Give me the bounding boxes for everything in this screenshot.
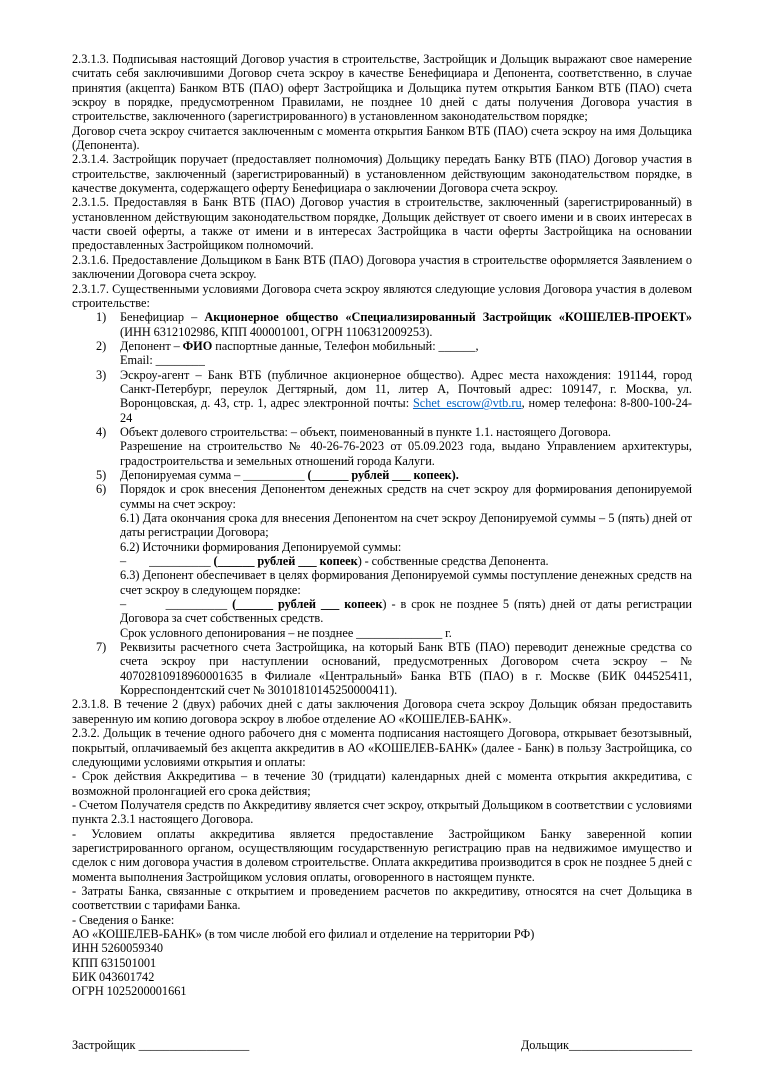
text-run: ) - собственные средства Депонента. xyxy=(357,554,549,569)
text-run: Договор счета эскроу считается заключенным с момента открытия Банком ВТБ (ПАО) счета эскроу на имя Дольщика (Депонента). xyxy=(72,123,692,153)
bank-bik xyxy=(72,970,692,984)
text-run: Разрешение на строительство № 40-26-76-2023 от 05.09.2023 года, выдано Управлением архитектуры, градостроительства и земельных отношений города Калуги. xyxy=(120,439,692,468)
bullet-recipient-account xyxy=(72,798,692,827)
bank-name xyxy=(72,927,692,941)
text-run: ) - в срок не позднее 5 (пять) дней от даты регистрации Договора за счет собственных средств. xyxy=(120,597,692,626)
text-run: 6.1) Дата окончания срока для внесения Депонентом на счет эскроу Депонируемой суммы – 5 (пять) дней от даты регистрации Договора; xyxy=(120,511,692,540)
clause-2-3-1-6 xyxy=(72,253,692,282)
clause-2-3-1-4 xyxy=(72,152,692,195)
text-run: Эскроу-агент – Банк ВТБ (публичное акционерное общество). Адрес места нахождения: 191144, город Санкт-Петербург, переулок Дегтярный, дом 11, литер А, Почтовый адрес: 109147, г. Москва, ул. Воронцовская, д. 43, стр. 1, адрес электронной почты: xyxy=(120,367,692,411)
text-run: Депонент – xyxy=(120,338,183,353)
text-run: 2.3.1.8. В течение 2 (двух) рабочих дней с даты заключения Договора счета эскроу Дольщик обязан предоставить заверенную им копию договора эскроу в любое отделение АО «КОШЕЛЕВ-БАНК». xyxy=(72,697,692,726)
text-run: – __________ xyxy=(120,597,233,612)
text-run: 6.3) Депонент обеспечивает в целях формирования Депонируемой суммы поступление денежных средств на счет эскроу в следующем порядке: xyxy=(120,568,692,597)
text-run: - Срок действия Аккредитива – в течение 30 (тридцати) календарных дней с момента открытия аккредитива, с возможной пролонгацией его срока действия; xyxy=(72,769,692,798)
bullet-letter-of-credit-term xyxy=(72,769,692,798)
document-body xyxy=(72,52,692,999)
construction-permit xyxy=(72,439,692,468)
text-run: АО «КОШЕЛЕВ-БАНК» (в том числе любой его филиал и отделение на территории РФ) xyxy=(72,926,535,941)
list-marker: 7) xyxy=(96,640,107,655)
bank-kpp xyxy=(72,956,692,970)
clause-2-3-1-5 xyxy=(72,195,692,252)
sub-6-2-amount-line xyxy=(72,554,692,568)
text-run: Объект долевого строительства: – объект, поименованный в пункте 1.1. настоящего Договора. xyxy=(120,424,612,439)
text-run: Порядок и срок внесения Депонентом денежных средств на счет эскроу для формирования депонируемой суммы на счет эскроу: xyxy=(120,482,692,511)
list-marker: 2) xyxy=(96,338,107,353)
list-marker: 4) xyxy=(96,424,107,439)
text-run: , номер телефона: 8-800-100-24-24 xyxy=(120,396,692,425)
signature-row xyxy=(72,1038,692,1052)
sub-6-3-amount-line xyxy=(72,597,692,626)
text-run: ОГРН 1025200001661 xyxy=(72,984,187,999)
text-run: Депонируемая сумма – __________ xyxy=(120,467,308,482)
list-item-5-deposit-amount xyxy=(72,468,692,482)
depositor-email-line xyxy=(72,353,692,367)
text-run: 6.2) Источники формирования Депонируемой суммы: xyxy=(120,539,402,554)
list-marker: 3) xyxy=(96,367,107,382)
text-run: (______ рублей ___ копеек). xyxy=(307,467,459,482)
text-run: 2.3.2. Дольщик в течение одного рабочего дня с момента подписания настоящего Договора, открывает безотзывный, покрытый, оплачиваемый без акцепта аккредитив в АО «КОШЕЛЕВ-БАНК» (далее - Банк) в пользу Застройщика, со следующими условиями открытия и оплаты: xyxy=(72,726,692,769)
text-run: Реквизиты расчетного счета Застройщика, на который Банк ВТБ (ПАО) переводит денежные средства со счета эскроу при наступлении оснований, предусмотренных Договором счета эскроу – № 40702810918960001635 в Филиале «Центральный» Банка ВТБ (ПАО) в г. Москве (БИК 044525411, Корреспондентский счет № 30101810145250000411). xyxy=(120,640,692,698)
text-run: Email: ________ xyxy=(120,353,205,368)
list-item-4-object xyxy=(72,425,692,439)
signature-developer: Застройщик __________________ xyxy=(72,1037,250,1052)
list-marker: 6) xyxy=(96,482,107,497)
clause-2-3-2 xyxy=(72,726,692,769)
list-item-3-escrow-agent xyxy=(72,368,692,425)
text-run: (______ рублей ___ копеек xyxy=(232,597,383,612)
email-link[interactable]: Schet_escrow@vtb.ru xyxy=(412,396,522,411)
text-run: ИНН 5260059340 xyxy=(72,941,163,956)
text-run: 2.3.1.5. Предоставляя в Банк ВТБ (ПАО) Договор участия в строительстве, заключенный (зарегистрированный) в установленном действующим законодательством порядке, Дольщик действует от своего имени и в своих интересах в части своей оферты, а также от имени и в интересах Застройщика в части оферты Застройщика на основании предоставленных Застройщиком полномочий. xyxy=(72,195,692,253)
bullet-bank-info xyxy=(72,913,692,927)
text-run: паспортные данные, Телефон мобильный: ______, xyxy=(212,338,479,353)
text-run: - Сведения о Банке: xyxy=(72,912,175,927)
list-item-1-beneficiary xyxy=(72,310,692,339)
list-item-2-depositor xyxy=(72,339,692,353)
bullet-payment-condition xyxy=(72,827,692,884)
text-run: (ИНН 6312102986, КПП 400001001, ОГРН 1106312009253). xyxy=(120,324,433,339)
text-run: 2.3.1.7. Существенными условиями Договора счета эскроу являются следующие условия Договора участия в долевом строительстве: xyxy=(72,281,692,310)
text-run: (______ рублей ___ копеек xyxy=(213,554,358,569)
clause-escrow-concluded xyxy=(72,124,692,153)
text-run: Бенефициар – xyxy=(120,310,205,325)
text-run: БИК 043601742 xyxy=(72,970,155,984)
text-run: ФИО xyxy=(182,338,213,353)
signature-participant: Дольщик____________________ xyxy=(520,1037,692,1052)
bullet-bank-costs xyxy=(72,884,692,913)
conditional-deposit-term xyxy=(72,626,692,640)
sub-6-2-sources xyxy=(72,540,692,554)
text-run: Срок условного депонирования – не позднее ______________ г. xyxy=(120,625,452,640)
list-item-6-deposit-order xyxy=(72,482,692,511)
text-run: - Счетом Получателя средств по Аккредитиву является счет эскроу, открытый Дольщиком в соответствии с условиями пункта 2.3.1 настоящего Договора. xyxy=(72,797,692,827)
text-run: - Условием оплаты аккредитива является предоставление Застройщиком Банку заверенной копии зарегистрированного органом, осуществляющим государственную регистрацию прав на недвижимое имущество и сделок с ним договора участия в долевом строительстве. Оплата аккредитива производится в срок не позднее 5 дней с момента выполнения Застройщиком условия оплаты, оговоренного в настоящем пункте. xyxy=(72,826,692,884)
list-marker: 1) xyxy=(96,310,107,325)
clause-2-3-1-3 xyxy=(72,52,692,124)
clause-2-3-1-8 xyxy=(72,697,692,726)
text-run: 2.3.1.4. Застройщик поручает (предоставляет полномочия) Дольщику передать Банку ВТБ (ПАО) Договор участия в строительстве, заключенный (зарегистрированный) в установленном действующим законодательством порядке, в качестве документа, содержащего оферту Бенефициара о заключении Договора счета эскроу. xyxy=(72,152,692,196)
text-run: Акционерное общество «Специализированный Застройщик «КОШЕЛЕВ-ПРОЕКТ» xyxy=(204,310,693,325)
bank-inn xyxy=(72,941,692,955)
list-item-7-requisites xyxy=(72,640,692,697)
text-run: КПП 631501001 xyxy=(72,955,157,970)
text-run: – __________ xyxy=(120,554,214,569)
text-run: 2.3.1.6. Предоставление Дольщиком в Банк ВТБ (ПАО) Договора участия в строительстве оформляется Заявлением о заключении Договора счета эскроу. xyxy=(72,252,692,282)
text-run: 2.3.1.3. Подписывая настоящий Договор участия в строительстве, Застройщик и Дольщик выражают свое намерение считать себя заключившими Договор счета эскроу в качестве Бенефициара и Депонента, соответственно, в случае принятия (акцепта) Банком ВТБ (ПАО) оферт Застройщика и Дольщика путем открытия Банком ВТБ (ПАО) счета эскроу в порядке, предусмотренном Правилами, не позднее 10 дней с даты получения Договора участия в строительстве, заключенного (зарегистрированного) в установленном законодательством порядке; xyxy=(72,52,692,124)
sub-6-3-order xyxy=(72,568,692,597)
text-run: - Затраты Банка, связанные с открытием и проведением расчетов по аккредитиву, относятся на счет Дольщика в соответствии с тарифами Банка. xyxy=(72,883,692,913)
list-marker: 5) xyxy=(96,467,107,482)
sub-6-1-deadline xyxy=(72,511,692,540)
bank-ogrn xyxy=(72,984,692,998)
clause-2-3-1-7 xyxy=(72,282,692,311)
